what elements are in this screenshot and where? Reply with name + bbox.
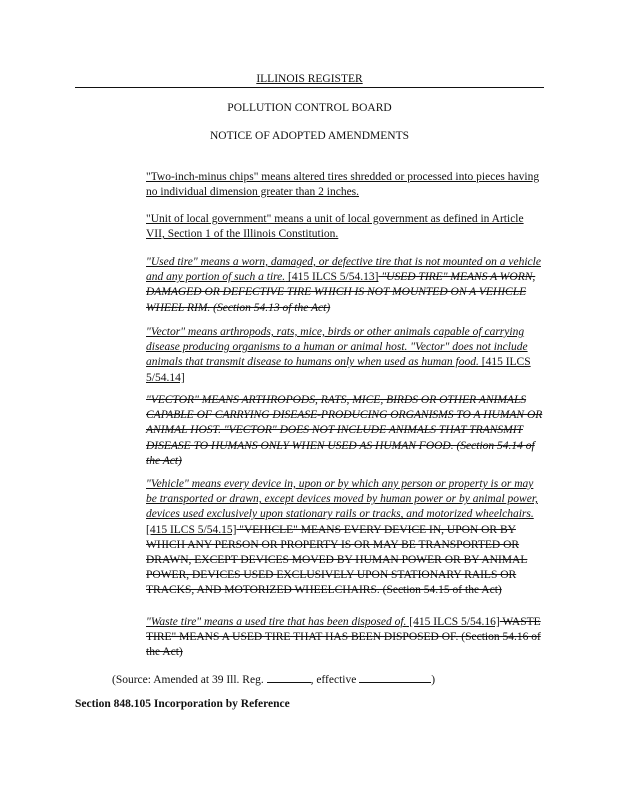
definition-unit-local-government: [146, 212, 544, 242]
vector-new-text: "Vector" means arthropods, rats, mice, birds or other animals capable of carrying disease producing organisms to a human or animal host. "Vector" does not include animals that transmit disease to humans only when used as human food.: [146, 326, 528, 369]
section-heading: Section 848.105 Incorporation by Reference: [75, 698, 290, 710]
vehicle-new-text: "Vehicle" means every device in, upon or by which any person or property is or may be transported or drawn, except devices moved by human power or by animal power, devices used exclusively upon stationary rails or tracks, and motorized wheelchairs.: [146, 478, 538, 521]
waste-tire-new-text: "Waste tire" means a used tire that has been disposed of.: [146, 616, 407, 628]
waste-tire-citation: [415 ILCS 5/54.16]: [406, 616, 500, 628]
register-title: ILLINOIS REGISTER: [256, 73, 363, 85]
source-note: [112, 671, 552, 687]
source-prefix: (Source: Amended at 39 Ill. Reg.: [112, 674, 264, 686]
definition-vector-deleted: [146, 393, 544, 469]
notice-title: NOTICE OF ADOPTED AMENDMENTS: [209, 130, 410, 142]
register-header: [75, 72, 544, 88]
vehicle-deleted-text: "VEHICLE" MEANS EVERY DEVICE IN, UPON OR BY WHICH ANY PERSON OR PROPERTY IS OR MAY BE TRANSPORTED OR DRAWN, EXCEPT DEVICES MOVED BY HUMAN POWER OR BY ANIMAL POWER, DEVICES USED EXCLUSIVELY UPON STATIONARY RAILS OR TRACKS, AND MOTORIZED WHEELCHAIRS. (Section 54.15 of the Act): [146, 523, 528, 597]
definition-vehicle: [146, 477, 544, 599]
definition-vector: [146, 325, 544, 386]
vehicle-citation: [415 ILCS 5/54.15]: [146, 523, 237, 536]
used-tire-deleted-text: "USED TIRE" MEANS A WORN, DAMAGED OR DEFECTIVE TIRE WHICH IS NOT MOUNTED ON A VEHICLE WHEEL RIM. (Section 54.13 of the Act): [146, 271, 536, 314]
definition-waste-tire: [146, 615, 544, 661]
vector-citation: [415 ILCS 5/54.14]: [146, 356, 531, 384]
source-middle: , effective: [310, 674, 357, 686]
used-tire-new-text: "Used tire" means a worn, damaged, or defective tire that is not mounted on a vehicle and any portion of such a tire.: [146, 256, 541, 284]
vector-deleted-text: "VECTOR" MEANS ARTHROPODS, RATS, MICE, BIRDS OR OTHER ANIMALS CAPABLE OF CARRYING DISEASE-PRODUCING ORGANISMS TO A HUMAN OR ANIMAL HOST. "VECTOR" DOES NOT INCLUDE ANIMALS THAT TRANSMIT DISEASE TO HUMANS ONLY WHEN USED AS HUMAN FOOD. (Section 54.14 of the Act): [146, 394, 543, 467]
waste-tire-deleted-text: WASTE TIRE" MEANS A USED TIRE THAT HAS BEEN DISPOSED OF. (Section 54.16 of the Act): [146, 616, 541, 659]
unit-local-text: "Unit of local government" means a unit of local government as defined in Article VII, Section 1 of the Illinois Constitution.: [146, 213, 524, 241]
reg-number-blank: [267, 671, 311, 683]
effective-date-blank: [359, 671, 431, 683]
used-tire-citation: [415 ILCS 5/54.13]: [285, 271, 379, 284]
definition-used-tire: [146, 255, 544, 316]
board-title: POLLUTION CONTROL BOARD: [227, 102, 392, 114]
two-inch-text: "Two-inch-minus chips" means altered tires shredded or processed into pieces having no individual dimension greater than 2 inches.: [146, 171, 540, 199]
definition-two-inch-chips: [146, 170, 544, 200]
source-suffix: ): [431, 674, 436, 686]
